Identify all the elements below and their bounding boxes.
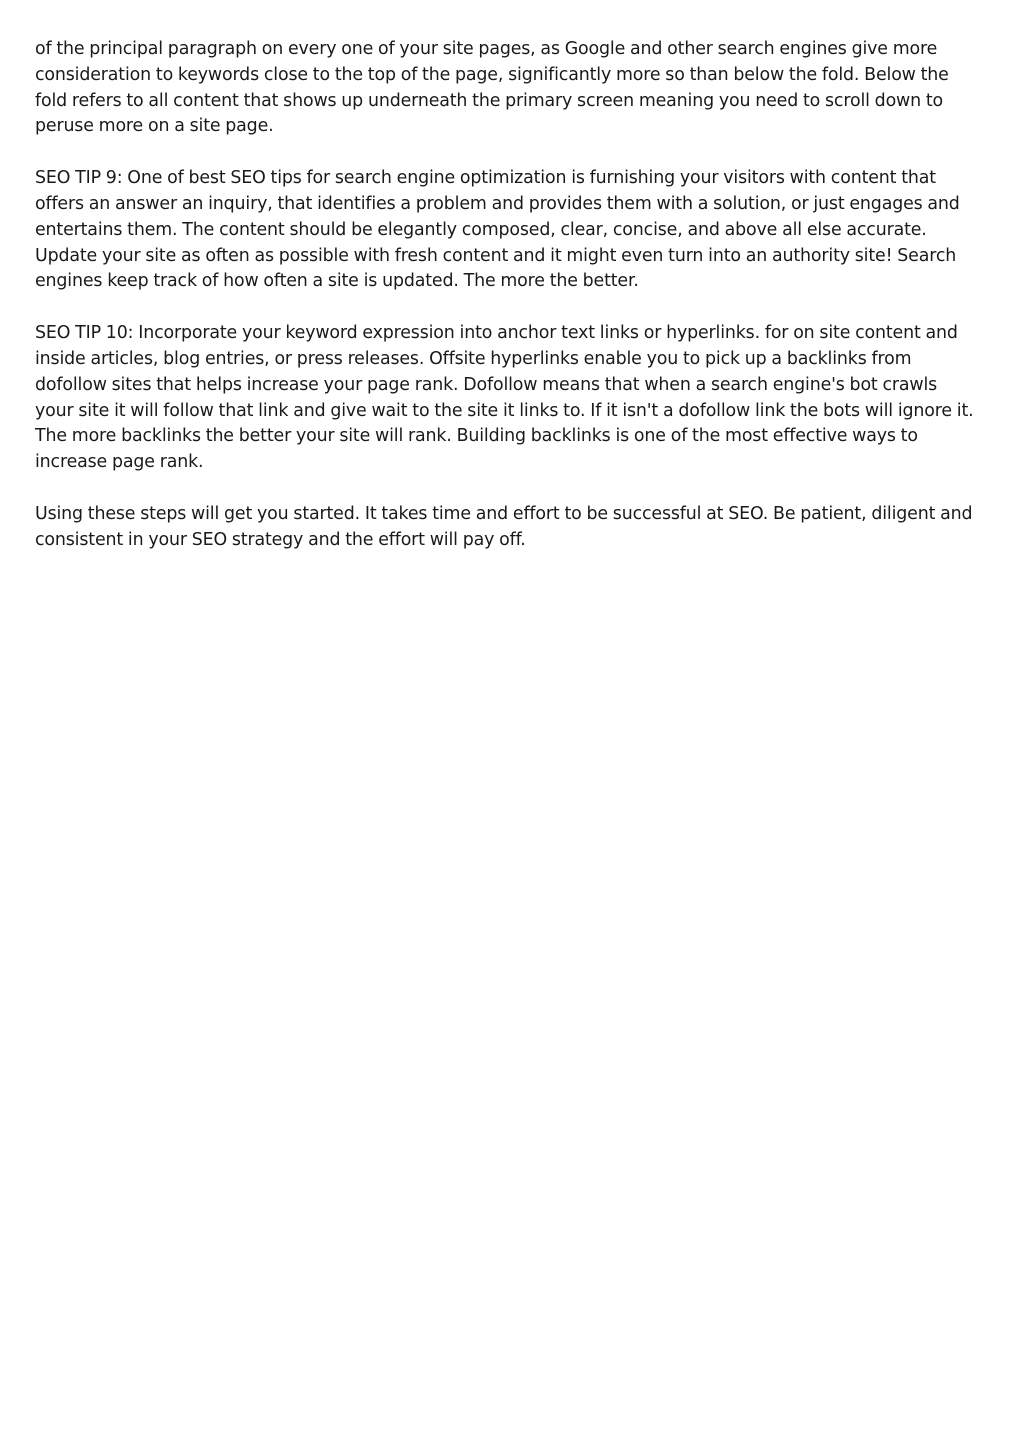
document-page [35, 37, 980, 580]
paragraph-seo-tip-10: SEO TIP 10: Incorporate your keyword expression into anchor text links or hyperlinks. for on site content and inside articles, blog entries, or press releases. Offsite hyperlinks enable you to pick up a backlinks from dofollow sites that helps increase your page rank. Dofollow means that when a search engine's bot crawls your site it will follow that link and give wait to the site it links to. If it isn't a dofollow link the bots will ignore it. The more backlinks the better your site will rank. Building backlinks is one of the most effective ways to increase page rank. [35, 323, 974, 473]
paragraph-fold-intro: of the principal paragraph on every one of your site pages, as Google and other search engines give more consideration to keywords close to the top of the page, significantly more so than below the fold. Below the fold refers to all content that shows up underneath the primary screen meaning you need to scroll down to peruse more on a site page. [35, 39, 949, 137]
paragraph-conclusion: Using these steps will get you started. It takes time and effort to be successful at SEO. Be patient, diligent and consistent in your SEO strategy and the effort will pay off. [35, 503, 973, 550]
paragraph-seo-tip-9: SEO TIP 9: One of best SEO tips for search engine optimization is furnishing your visitors with content that offers an answer an inquiry, that identifies a problem and provides them with a solution, or just engages and entertains them. The content should be elegantly composed, clear, concise, and above all else accurate. Update your site as often as possible with fresh content and it might even turn into an authority site! Search engines keep track of how often a site is updated. The more the better. [35, 168, 960, 292]
